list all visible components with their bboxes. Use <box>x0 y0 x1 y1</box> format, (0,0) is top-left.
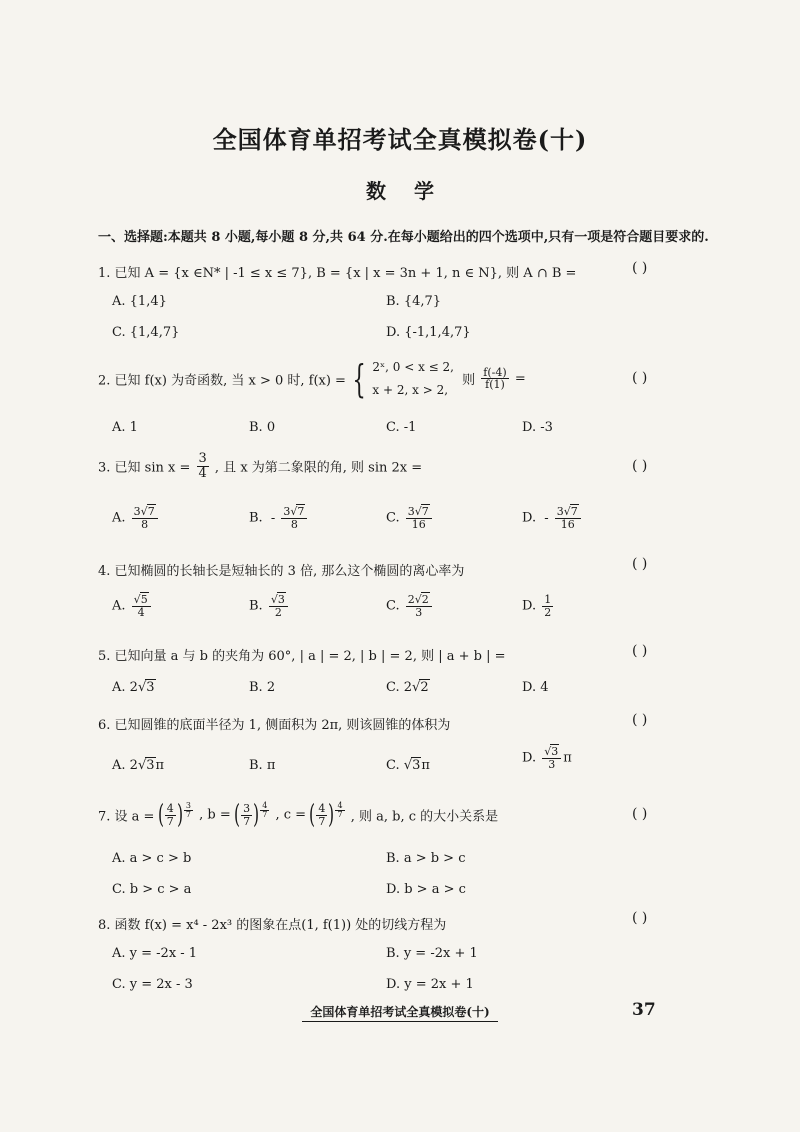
fraction-denominator: 3 <box>548 757 556 771</box>
question-3-option-d <box>522 506 583 530</box>
question-5-option-d: D. 4 <box>522 680 549 695</box>
question-7-option-d: D. b > a > c <box>386 882 466 897</box>
footer-title: 全国体育单招考试全真模拟卷(十) <box>302 1005 497 1022</box>
stem-text: , 则 a, b, c 的大小关系是 <box>350 809 499 825</box>
piecewise-case-2: x + 2, x > 2, <box>372 382 449 397</box>
question-2-fraction <box>481 367 508 391</box>
radical-sign: √ <box>544 745 552 758</box>
radicand: 3 <box>412 758 421 773</box>
radicand: 7 <box>147 505 155 518</box>
question-7-option-b: B. a > b > c <box>386 851 466 866</box>
option-label: B. <box>249 510 263 526</box>
question-2-option-c: C. -1 <box>386 420 417 435</box>
stem-text: 7. 设 a = <box>98 809 155 825</box>
question-3-option-b <box>249 506 309 530</box>
question-3-option-c <box>386 506 434 530</box>
question-1-stem: 1. 已知 A = {x ∈N* | -1 ≤ x ≤ 7}, B = {x | x = 3n + 1, n ∈ N}, 则 A ∩ B = <box>98 266 577 281</box>
option-label: C. <box>386 598 400 614</box>
option-label: C. <box>386 758 400 773</box>
radicand: 3 <box>551 745 559 758</box>
fraction-numerator <box>281 506 307 519</box>
radical-sign: √ <box>270 593 278 606</box>
question-3-answer-blank: ( ) <box>632 458 648 474</box>
question-1-option-c: C. {1,4,7} <box>112 325 180 340</box>
fraction-numerator: 3 <box>198 451 207 466</box>
coefficient: 3 <box>407 505 415 518</box>
stem-text: , b = <box>199 807 231 823</box>
fraction-numerator <box>542 746 561 759</box>
question-2-stem <box>98 356 526 402</box>
piecewise-brace: { <box>352 356 366 401</box>
option-fraction <box>406 594 432 618</box>
option-fraction <box>542 746 561 770</box>
pi-symbol: π <box>421 758 430 773</box>
option-label: D. <box>522 750 537 766</box>
option-fraction <box>132 506 158 530</box>
exponent-fraction-b <box>260 802 269 820</box>
exponent-fraction-a <box>184 802 193 820</box>
question-2-then: 则 <box>462 373 476 389</box>
question-7-option-a: A. a > c > b <box>112 851 192 866</box>
left-paren: ( <box>157 800 164 830</box>
fraction-numerator: 4 <box>166 801 174 815</box>
coefficient: 3 <box>556 505 564 518</box>
coefficient: 3 <box>283 505 291 518</box>
stem-text: , c = <box>275 807 307 823</box>
question-8-stem: 8. 函数 f(x) = x⁴ - 2x³ 的图象在点(1, f(1)) 处的切线方程为 <box>98 918 447 933</box>
question-8-option-b: B. y = -2x + 1 <box>386 946 478 961</box>
piecewise-cases <box>372 356 454 402</box>
fraction-denominator: 8 <box>141 517 149 531</box>
option-label: A. 2 <box>112 680 138 695</box>
option-label: A. 2 <box>112 758 138 773</box>
question-7-option-c: C. b > c > a <box>112 882 192 897</box>
question-3-stem-post: , 且 x 为第二象限的角, 则 sin 2x = <box>214 460 423 476</box>
question-6-answer-blank: ( ) <box>632 712 648 728</box>
option-fraction <box>406 506 432 530</box>
option-fraction <box>555 506 581 530</box>
radical-sign: √ <box>403 758 413 773</box>
question-5-option-c <box>386 680 430 695</box>
fraction-numerator: 4 <box>262 801 268 810</box>
fraction-denominator: 7 <box>318 814 326 828</box>
option-label: A. <box>112 510 126 526</box>
fraction-denominator: 7 <box>262 810 268 820</box>
option-fraction <box>269 594 288 618</box>
question-5-option-a <box>112 680 156 695</box>
section-instructions: 一、选择题:本题共 8 小题,每小题 8 分,共 64 分.在每小题给出的四个选项中,只有一项是符合题目要求的. <box>98 230 709 245</box>
radicand: 7 <box>570 505 578 518</box>
radical-sign: √ <box>137 758 147 773</box>
option-fraction <box>281 506 307 530</box>
question-6-option-a <box>112 758 164 773</box>
question-2-option-d: D. -3 <box>522 420 553 435</box>
fraction-numerator: 1 <box>544 593 552 606</box>
question-7-answer-blank: ( ) <box>632 806 648 822</box>
question-3-stem-pre: 3. 已知 sin x = <box>98 460 191 476</box>
question-4-option-a <box>112 594 153 618</box>
option-label: D. <box>522 598 537 614</box>
base-fraction-b <box>241 803 252 827</box>
option-label: B. <box>249 598 263 614</box>
radicand: 5 <box>140 593 148 606</box>
exponent-fraction-c <box>335 802 344 820</box>
radical-sign: √ <box>414 593 422 606</box>
radicand: 3 <box>277 593 285 606</box>
negative-sign: - <box>544 510 549 526</box>
fraction-denominator: 7 <box>185 810 191 820</box>
option-label: C. 2 <box>386 680 413 695</box>
left-paren: ( <box>309 800 316 830</box>
question-1-answer-blank: ( ) <box>632 260 648 276</box>
fraction-numerator <box>406 506 432 519</box>
radicand: 3 <box>146 680 155 695</box>
page-number: 37 <box>632 1000 656 1020</box>
fraction-numerator: 4 <box>318 801 326 815</box>
question-8-option-d: D. y = 2x + 1 <box>386 977 474 992</box>
piecewise-case-1: 2ˣ, 0 < x ≤ 2, <box>372 360 454 374</box>
pi-symbol: π <box>155 758 165 773</box>
option-label: C. <box>386 510 400 526</box>
option-fraction <box>132 594 151 618</box>
fraction-denominator: f(1) <box>485 378 505 392</box>
question-6-option-c <box>386 758 430 773</box>
fraction-numerator <box>269 594 288 607</box>
base-fraction-a <box>165 803 176 827</box>
fraction-denominator: 7 <box>337 810 343 820</box>
coefficient: 3 <box>133 505 141 518</box>
radical-sign: √ <box>137 680 147 695</box>
question-2-option-a: A. 1 <box>112 420 138 435</box>
fraction-numerator <box>406 594 432 607</box>
question-2-stem-text: 2. 已知 f(x) 为奇函数, 当 x > 0 时, f(x) = <box>98 373 346 389</box>
right-paren: ) <box>176 800 183 830</box>
question-3-stem <box>98 452 422 480</box>
radicand: 7 <box>297 505 305 518</box>
fraction-denominator: 2 <box>544 605 552 619</box>
right-paren: ) <box>328 800 335 830</box>
radical-sign: √ <box>133 593 141 606</box>
question-4-stem: 4. 已知椭圆的长轴长是短轴长的 3 倍, 那么这个椭圆的离心率为 <box>98 564 465 579</box>
subject-heading: 数学 <box>366 179 462 203</box>
fraction-denominator: 2 <box>274 605 282 619</box>
fraction-numerator: 3 <box>243 801 251 815</box>
fraction-denominator: 4 <box>137 605 145 619</box>
question-4-answer-blank: ( ) <box>632 556 648 572</box>
question-6-option-b: B. π <box>249 758 276 773</box>
question-3-option-a <box>112 506 160 530</box>
question-4-option-b <box>249 594 290 618</box>
base-fraction-c <box>316 803 327 827</box>
question-1-option-a: A. {1,4} <box>112 294 167 309</box>
question-6-option-d <box>522 746 572 770</box>
fraction-numerator <box>555 506 581 519</box>
question-8-option-a: A. y = -2x - 1 <box>112 946 198 961</box>
radical-sign: √ <box>412 680 421 695</box>
question-8-option-c: C. y = 2x - 3 <box>112 977 193 992</box>
question-2-equals: = <box>514 371 526 387</box>
fraction-denominator: 8 <box>290 517 298 531</box>
question-5-option-b: B. 2 <box>249 680 276 695</box>
fraction-numerator: 4 <box>337 801 343 810</box>
option-label: D. <box>522 510 537 526</box>
question-5-answer-blank: ( ) <box>632 643 648 659</box>
radicand: 2 <box>421 593 429 606</box>
question-3-fraction <box>197 452 209 480</box>
option-label: A. <box>112 598 126 614</box>
fraction-denominator: 16 <box>560 517 575 531</box>
exam-title: 全国体育单招考试全真模拟卷(十) <box>212 125 588 154</box>
fraction-numerator: f(-4) <box>483 365 507 379</box>
question-6-stem: 6. 已知圆锥的底面半径为 1, 侧面积为 2π, 则该圆锥的体积为 <box>98 718 451 733</box>
radicand: 3 <box>146 758 155 773</box>
fraction-numerator <box>132 506 158 519</box>
radicand: 2 <box>420 680 429 695</box>
radicand: 7 <box>421 505 429 518</box>
radical-sign: √ <box>140 505 148 518</box>
question-7-stem <box>98 802 498 828</box>
question-4-option-d <box>522 594 555 618</box>
option-fraction <box>542 594 553 618</box>
left-paren: ( <box>233 800 241 830</box>
right-paren: ) <box>253 800 260 830</box>
radical-sign: √ <box>414 505 422 518</box>
question-5-stem: 5. 已知向量 a 与 b 的夹角为 60°, | a | = 2, | b | = 2, 则 | a + b | = <box>98 649 506 664</box>
question-1-option-d: D. {-1,1,4,7} <box>386 325 471 340</box>
fraction-denominator: 3 <box>415 605 423 619</box>
question-2-option-b: B. 0 <box>249 420 276 435</box>
radical-sign: √ <box>290 505 298 518</box>
question-2-answer-blank: ( ) <box>632 370 648 386</box>
radical-sign: √ <box>563 505 571 518</box>
fraction-denominator: 7 <box>166 814 174 828</box>
fraction-numerator <box>132 594 151 607</box>
fraction-denominator: 4 <box>198 465 207 481</box>
fraction-numerator: 3 <box>185 801 191 810</box>
negative-sign: - <box>270 510 276 526</box>
question-1-option-b: B. {4,7} <box>386 294 442 309</box>
coefficient: 2 <box>407 593 415 606</box>
fraction-denominator: 16 <box>411 517 426 531</box>
page-footer <box>0 1003 800 1020</box>
pi-symbol: π <box>563 750 572 766</box>
fraction-denominator: 7 <box>243 814 251 828</box>
question-8-answer-blank: ( ) <box>632 910 648 926</box>
question-4-option-c <box>386 594 434 618</box>
